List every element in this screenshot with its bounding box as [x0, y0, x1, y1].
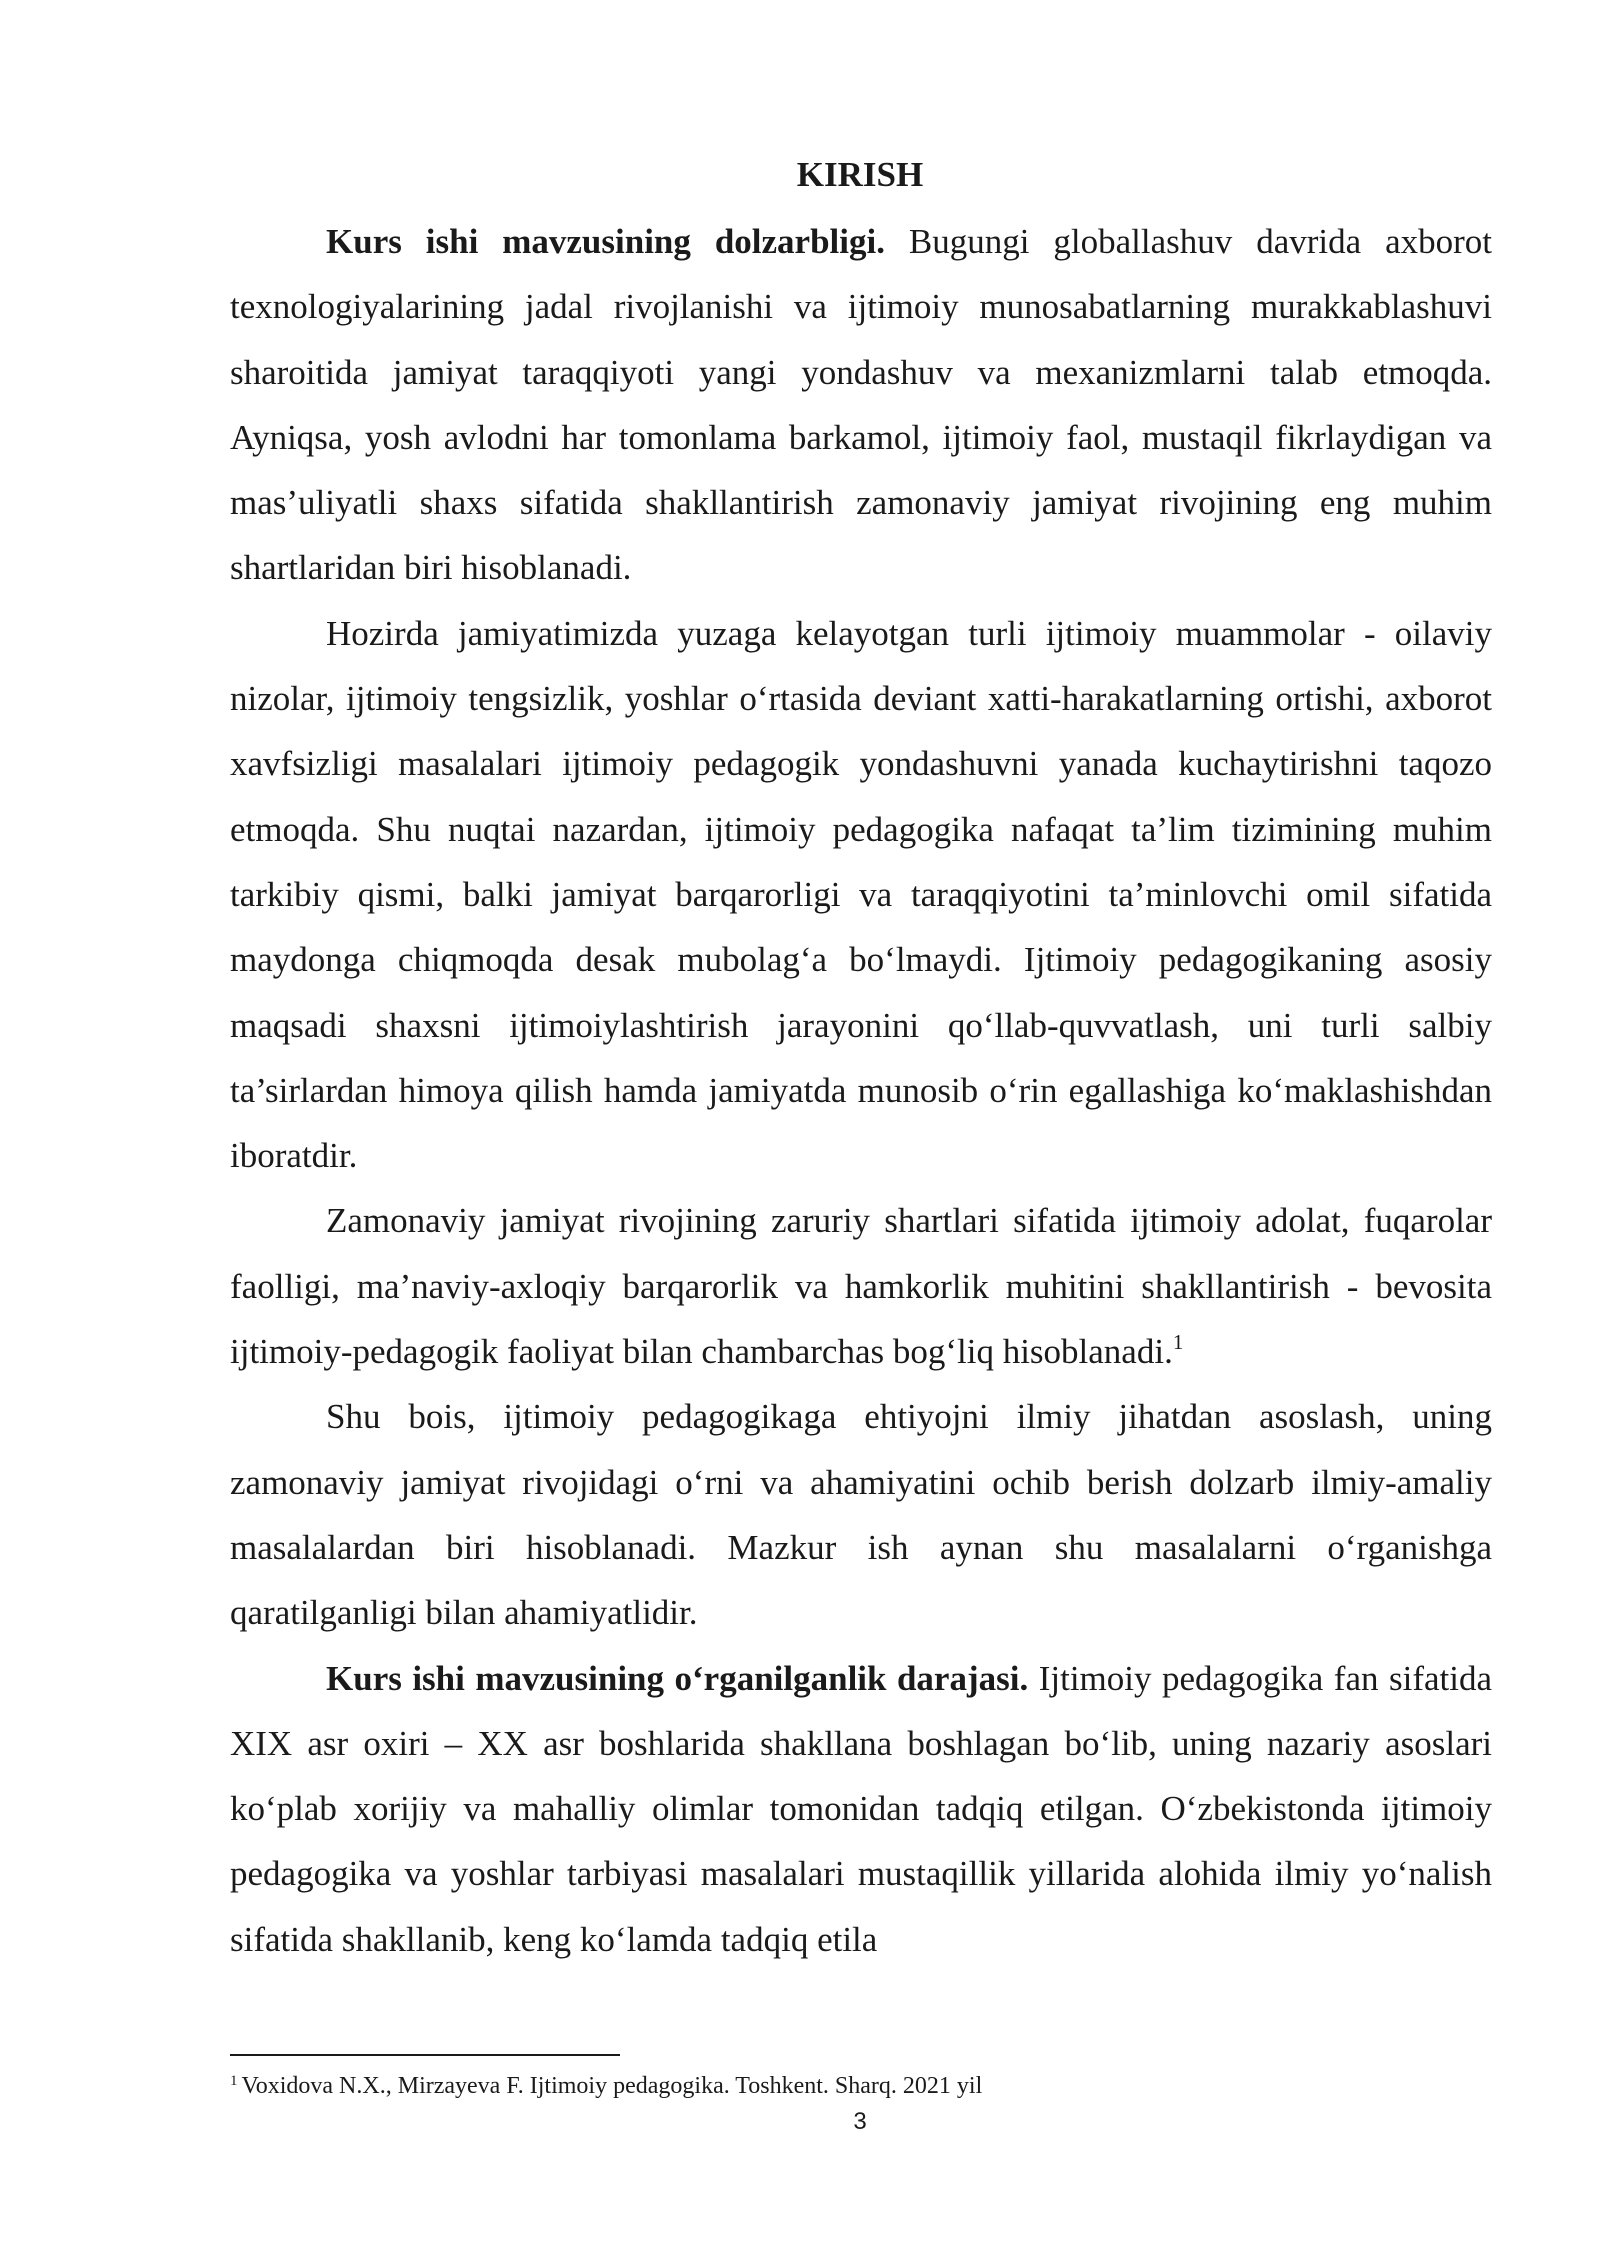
footnote-reference[interactable]: 1 [1172, 1330, 1184, 1355]
paragraph-text: Ijtimoiy pedagogika fan sifatida XIX asr oxiri – XX asr boshlarida shakllana boshlagan bo‘lib, uning nazariy asoslari ko‘plab xorijiy va mahalliy olimlar tomonidan tadqiq etilgan. O‘zbekistonda ijtimoiy pedagogika va yoshlar tarbiyasi masalalari mustaqillik yillarida alohida ilmiy yo‘nalish sifatida shakllanib, keng ko‘lamda tadqiq etila [230, 1658, 1492, 1959]
paragraph-heading-study-level: Kurs ishi mavzusining o‘rganilganlik darajasi. [326, 1658, 1029, 1698]
paragraph-modern-society [230, 1188, 1492, 1384]
paragraph-text: Zamonaviy jamiyat rivojining zaruriy shartlari sifatida ijtimoiy adolat, fuqarolar faolligi, ma’naviy-axloqiy barqarorlik va hamkorlik muhitini shakllantirish - bevosita ijtimoiy-pedagogik faoliyat bilan chambarchas bog‘liq hisoblanadi. [230, 1201, 1492, 1372]
footnote-mark: 1 [230, 2073, 238, 2089]
paragraph-study-level [230, 1646, 1492, 1972]
paragraph-justification [230, 1384, 1492, 1645]
paragraph-text: Hozirda jamiyatimizda yuzaga kelayotgan turli ijtimoiy muammolar - oilaviy nizolar, ijtimoiy tengsizlik, yoshlar o‘rtasida deviant xatti-harakatlarning ortishi, axborot xavfsizligi masalalari ijtimoiy pedagogik yondashuvni yanada kuchaytirishni taqozo etmoqda. Shu nuqtai nazardan, ijtimoiy pedagogika nafaqat ta’lim tizimining muhim tarkibiy qismi, balki jamiyat barqarorligi va taraqqiyotini ta’minlovchi omil sifatida maydonga chiqmoqda desak mubolag‘a bo‘lmaydi. Ijtimoiy pedagogikaning asosiy maqsadi shaxsni ijtimoiylashtirish jarayonini qo‘llab-quvvatlash, uni turli salbiy ta’sirlardan himoya qilish hamda jamiyatda munosib o‘rin egallashiga ko‘maklashishdan iboratdir. [230, 613, 1492, 1176]
page-number: 3 [853, 2108, 867, 2135]
section-title: KIRISH [796, 155, 924, 194]
paragraph-heading-relevance: Kurs ishi mavzusining dolzarbligi. [326, 222, 885, 261]
paragraph-social-problems [230, 601, 1492, 1189]
paragraph-text: Shu bois, ijtimoiy pedagogikaga ehtiyojni ilmiy jihatdan asoslash, uning zamonaviy jamiyat rivojidagi o‘rni va ahamiyatini ochib berish dolzarb ilmiy-amaliy masalalardan biri hisoblanadi. Mazkur ish aynan shu masalalarni o‘rganishga qaratilganligi bilan ahamiyatlidir. [230, 1397, 1492, 1633]
footnote [230, 2070, 982, 2102]
paragraph-relevance [230, 209, 1492, 601]
footnote-text: Voxidova N.X., Mirzayeva F. Ijtimoiy pedagogika. Toshkent. Sharq. 2021 yil [241, 2073, 983, 2099]
body-text [230, 209, 1492, 1972]
paragraph-text: Bugungi globallashuv davrida axborot texnologiyalarining jadal rivojlanishi va ijtimoiy munosabatlarning murakkablashuvi sharoitida jamiyat taraqqiyoti yangi yondashuv va mexanizmlarni talab etmoqda. Ayniqsa, yosh avlodni har tomonlama barkamol, ijtimoiy faol, mustaqil fikrlaydigan va mas’uliyatli shaxs sifatida shakllantirish zamonaviy jamiyat rivojining eng muhim shartlaridan biri hisoblanadi. [230, 222, 1493, 588]
footnote-divider [230, 2054, 620, 2056]
